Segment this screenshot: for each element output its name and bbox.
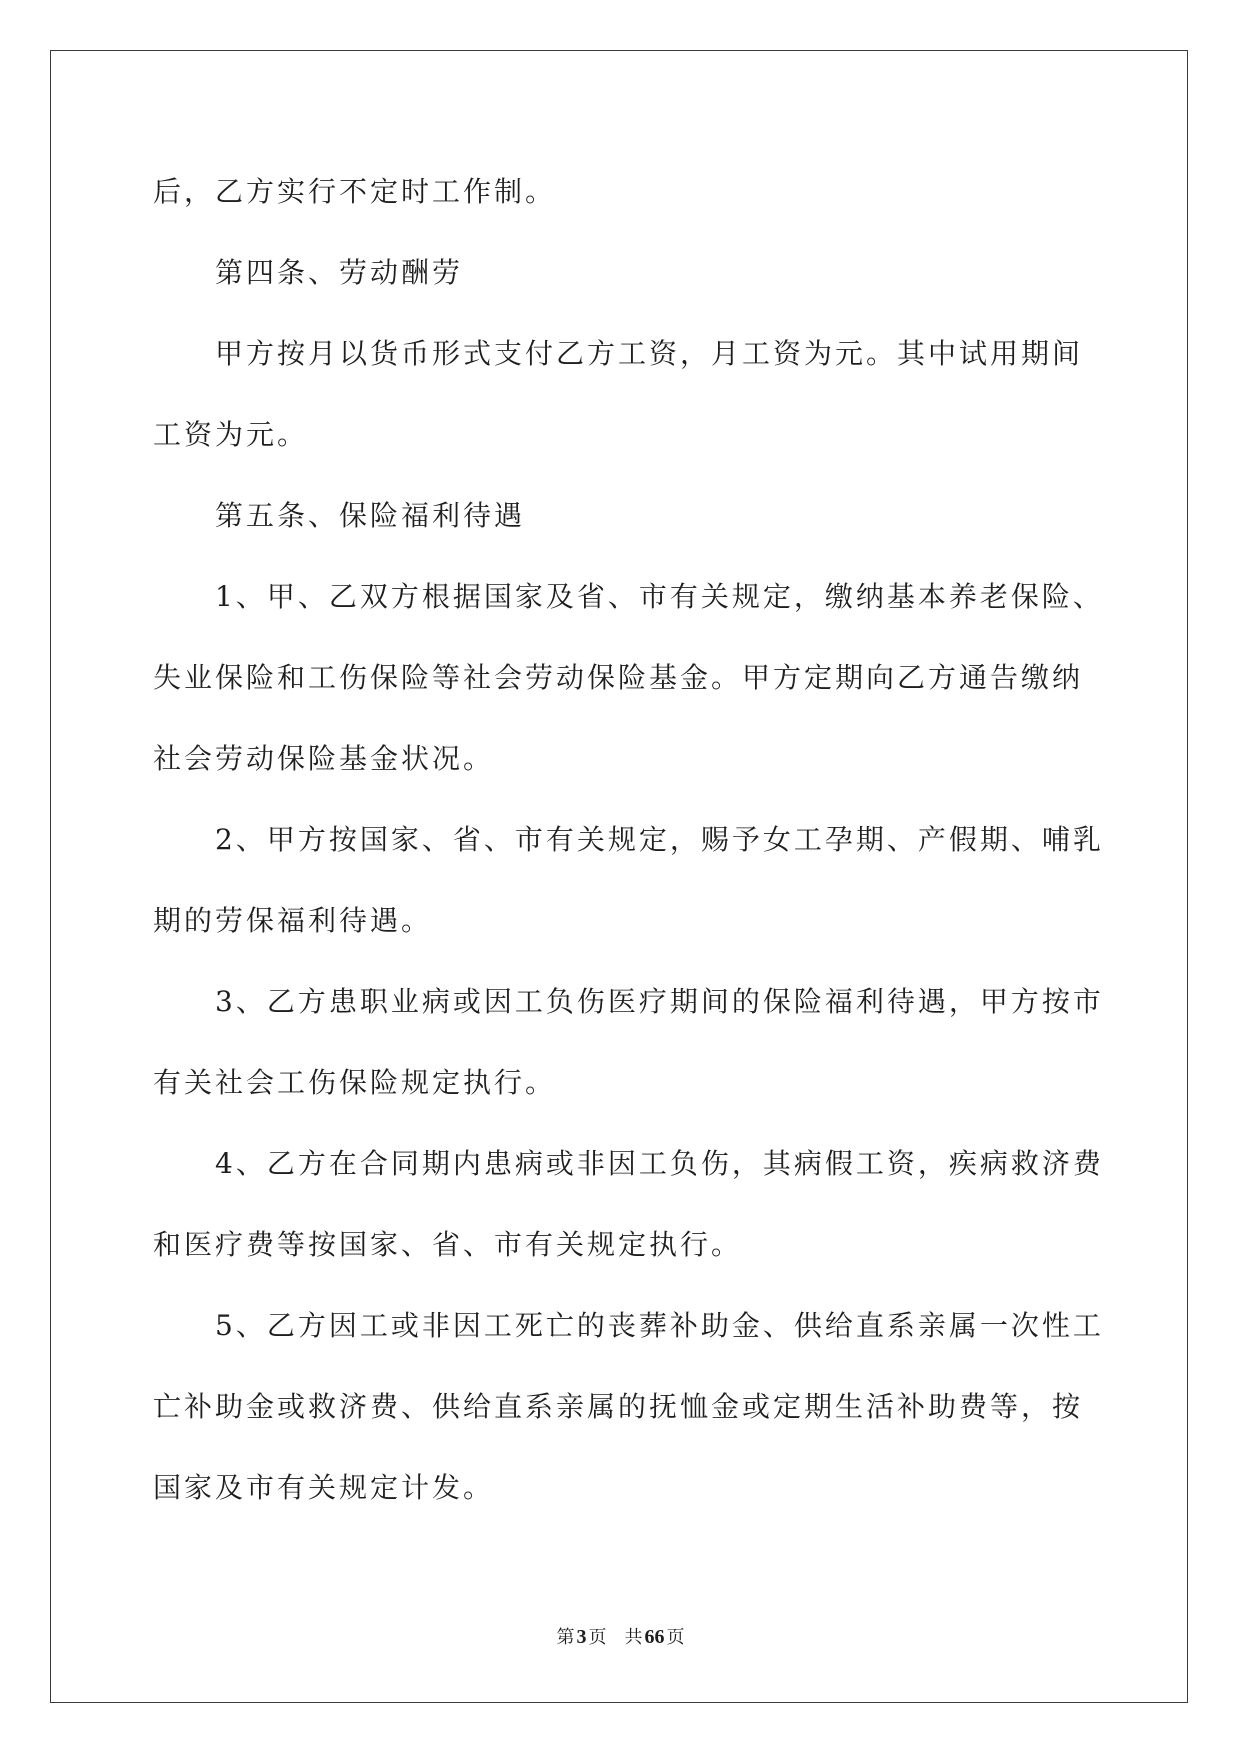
paragraph-line: 5、乙方因工或非因工死亡的丧葬补助金、供给直系亲属一次性工 — [215, 1309, 1104, 1342]
page-prefix: 第 — [556, 1627, 575, 1648]
paragraph-line: 国家及市有关规定计发。 — [153, 1471, 495, 1504]
paragraph-line: 有关社会工伤保险规定执行。 — [153, 1066, 557, 1099]
paragraph — [153, 556, 1153, 799]
paragraph-line: 3、乙方患职业病或因工负伤医疗期间的保险福利待遇，甲方按市 — [215, 985, 1104, 1018]
paragraph-line: 4、乙方在合同期内患病或非因工负伤，其病假工资，疾病救济费 — [215, 1147, 1104, 1180]
paragraph — [153, 799, 1153, 961]
paragraph-line: 亡补助金或救济费、供给直系亲属的抚恤金或定期生活补助费等，按 — [153, 1390, 1084, 1423]
paragraph-line: 社会劳动保险基金状况。 — [153, 742, 495, 775]
page-suffix: 页 — [588, 1627, 607, 1648]
paragraph-line: 甲方按月以货币形式支付乙方工资，月工资为元。其中试用期间 — [215, 337, 1084, 370]
paragraph-line: 和医疗费等按国家、省、市有关规定执行。 — [153, 1228, 743, 1261]
section-heading-text: 第四条、劳动酬劳 — [215, 256, 464, 289]
paragraph-line: 工资为元。 — [153, 418, 309, 451]
paragraph — [153, 313, 1153, 475]
paragraph-line: 后，乙方实行不定时工作制。 — [153, 175, 557, 208]
total-prefix: 共 — [624, 1627, 643, 1648]
paragraph-line: 1、甲、乙双方根据国家及省、市有关规定，缴纳基本养老保险、 — [215, 580, 1104, 613]
paragraph — [153, 961, 1153, 1123]
document-body — [153, 151, 1153, 1528]
total-suffix: 页 — [666, 1627, 685, 1648]
paragraph-line: 失业保险和工伤保险等社会劳动保险基金。甲方定期向乙方通告缴纳 — [153, 661, 1084, 694]
paragraph — [153, 1285, 1153, 1528]
paragraph-line: 期的劳保福利待遇。 — [153, 904, 433, 937]
page-footer — [0, 1624, 1241, 1651]
total-pages: 66 — [644, 1626, 665, 1648]
page-number: 3 — [576, 1626, 587, 1648]
section-heading — [153, 232, 1153, 313]
paragraph — [153, 1123, 1153, 1285]
paragraph — [153, 151, 1153, 232]
section-heading-text: 第五条、保险福利待遇 — [215, 499, 526, 532]
section-heading — [153, 475, 1153, 556]
paragraph-line: 2、甲方按国家、省、市有关规定，赐予女工孕期、产假期、哺乳 — [215, 823, 1104, 856]
